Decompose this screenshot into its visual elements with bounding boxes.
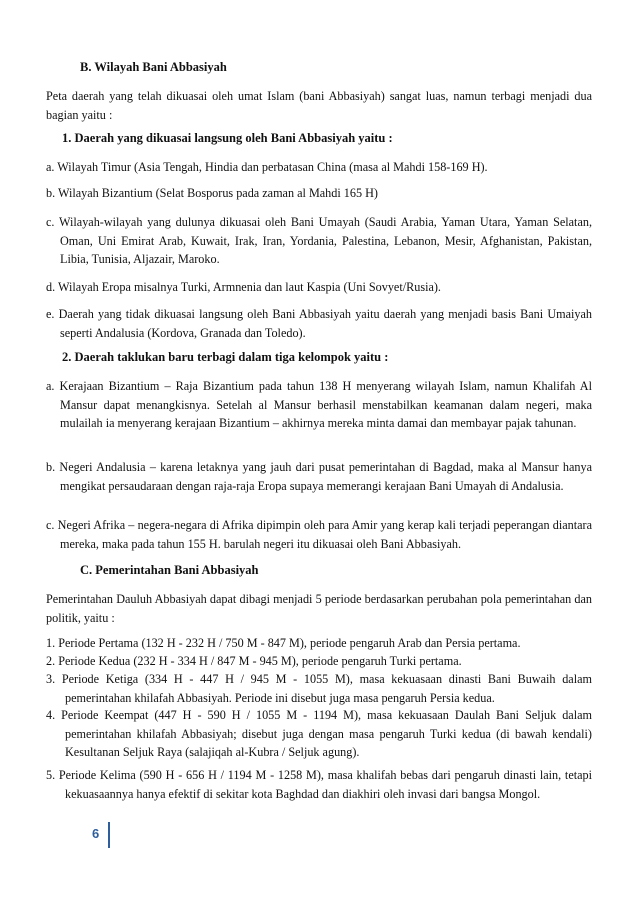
period-item: 3. Periode Ketiga (334 H - 447 H / 945 M - 1055 M), masa kekuasaan dinasti Bani Buwaih dalam pemerintahan khilafah Abbasiyah. Periode ini disebut juga masa pengaruh Persia kedua.: [46, 672, 592, 705]
subsection-2-heading: 2. Daerah taklukan baru terbagi dalam tiga kelompok yaitu :: [62, 350, 389, 364]
page-number-divider: [108, 822, 110, 848]
period-item: 5. Periode Kelima (590 H - 656 H / 1194 M - 1258 M), masa khalifah bebas dari pengaruh dinasti lain, tetapi kekuasaannya hanya efektif di sekitar kota Baghdad dan diakhiri oleh invasi dari bangsa Mongol.: [46, 768, 592, 801]
period-item: 1. Periode Pertama (132 H - 232 H / 750 M - 847 M), periode pengaruh Arab dan Persia pertama.: [46, 636, 521, 650]
list-item: d. Wilayah Eropa misalnya Turki, Armnenia dan laut Kaspia (Uni Sovyet/Rusia).: [46, 280, 441, 294]
list-item: c. Negeri Afrika – negera-negara di Afrika dipimpin oleh para Amir yang kerap kali terjadi peperangan diantara mereka, maka pada tahun 155 H. barulah negeri itu dikuasai oleh Bani Abbasiyah.: [46, 518, 592, 551]
list-item: a. Kerajaan Bizantium – Raja Bizantium pada tahun 138 H menyerang wilayah Islam, namun Khalifah Al Mansur dapat menangkisnya. Setelah al Mansur berhasil menstabilkan keamanan dalam negeri, maka mulailah ia menyerang kerajaan Bizantium – akhirnya mereka minta damai dan membayar pajak tahunan.: [46, 379, 592, 431]
section-b-intro: Peta daerah yang telah dikuasai oleh umat Islam (bani Abbasiyah) sangat luas, namun terbagi menjadi dua bagian yaitu :: [46, 89, 592, 122]
section-c-heading: C. Pemerintahan Bani Abbasiyah: [80, 563, 259, 577]
list-item: e. Daerah yang tidak dikuasai langsung oleh Bani Abbasiyah yaitu daerah yang menjadi basis Bani Umaiyah seperti Andalusia (Kordova, Granada dan Toledo).: [46, 307, 592, 340]
page-number: 6: [92, 826, 100, 841]
list-item: c. Wilayah-wilayah yang dulunya dikuasai oleh Bani Umayah (Saudi Arabia, Yaman Utara, Yaman Selatan, Oman, Uni Emirat Arab, Kuwait, Irak, Iran, Yordania, Palestina, Lebanon, Mesir, Afghanistan, Pakistan, Libia, Tunisia, Aljazair, Maroko.: [46, 215, 592, 267]
list-item: b. Negeri Andalusia – karena letaknya yang jauh dari pusat pemerintahan di Bagdad, maka al Mansur hanya mengikat persaudaraan dengan raja-raja Eropa supaya memerangi kerajaan Bani Umayah di Andalusia.: [46, 460, 592, 493]
period-item: 4. Periode Keempat (447 H - 590 H / 1055 M - 1194 M), masa kekuasaan Daulah Bani Seljuk dalam pemerintahan khilafah Abbasiyah; disebut juga dengan masa pengaruh Turki kedua (di bawah kendali) Kesultanan Seljuk Raya (salajiqah al-Kubra / Seljuk agung).: [46, 708, 592, 760]
list-item: b. Wilayah Bizantium (Selat Bosporus pada zaman al Mahdi 165 H): [46, 186, 378, 200]
list-item: a. Wilayah Timur (Asia Tengah, Hindia dan perbatasan China (masa al Mahdi 158-169 H).: [46, 160, 488, 174]
subsection-1-heading: 1. Daerah yang dikuasai langsung oleh Bani Abbasiyah yaitu :: [62, 131, 393, 145]
section-b-heading: B. Wilayah Bani Abbasiyah: [80, 60, 227, 74]
period-item: 2. Periode Kedua (232 H - 334 H / 847 M - 945 M), periode pengaruh Turki pertama.: [46, 654, 462, 668]
section-c-intro: Pemerintahan Dauluh Abbasiyah dapat dibagi menjadi 5 periode berdasarkan perubahan pola pemerintahan dan politik, yaitu :: [46, 592, 592, 625]
